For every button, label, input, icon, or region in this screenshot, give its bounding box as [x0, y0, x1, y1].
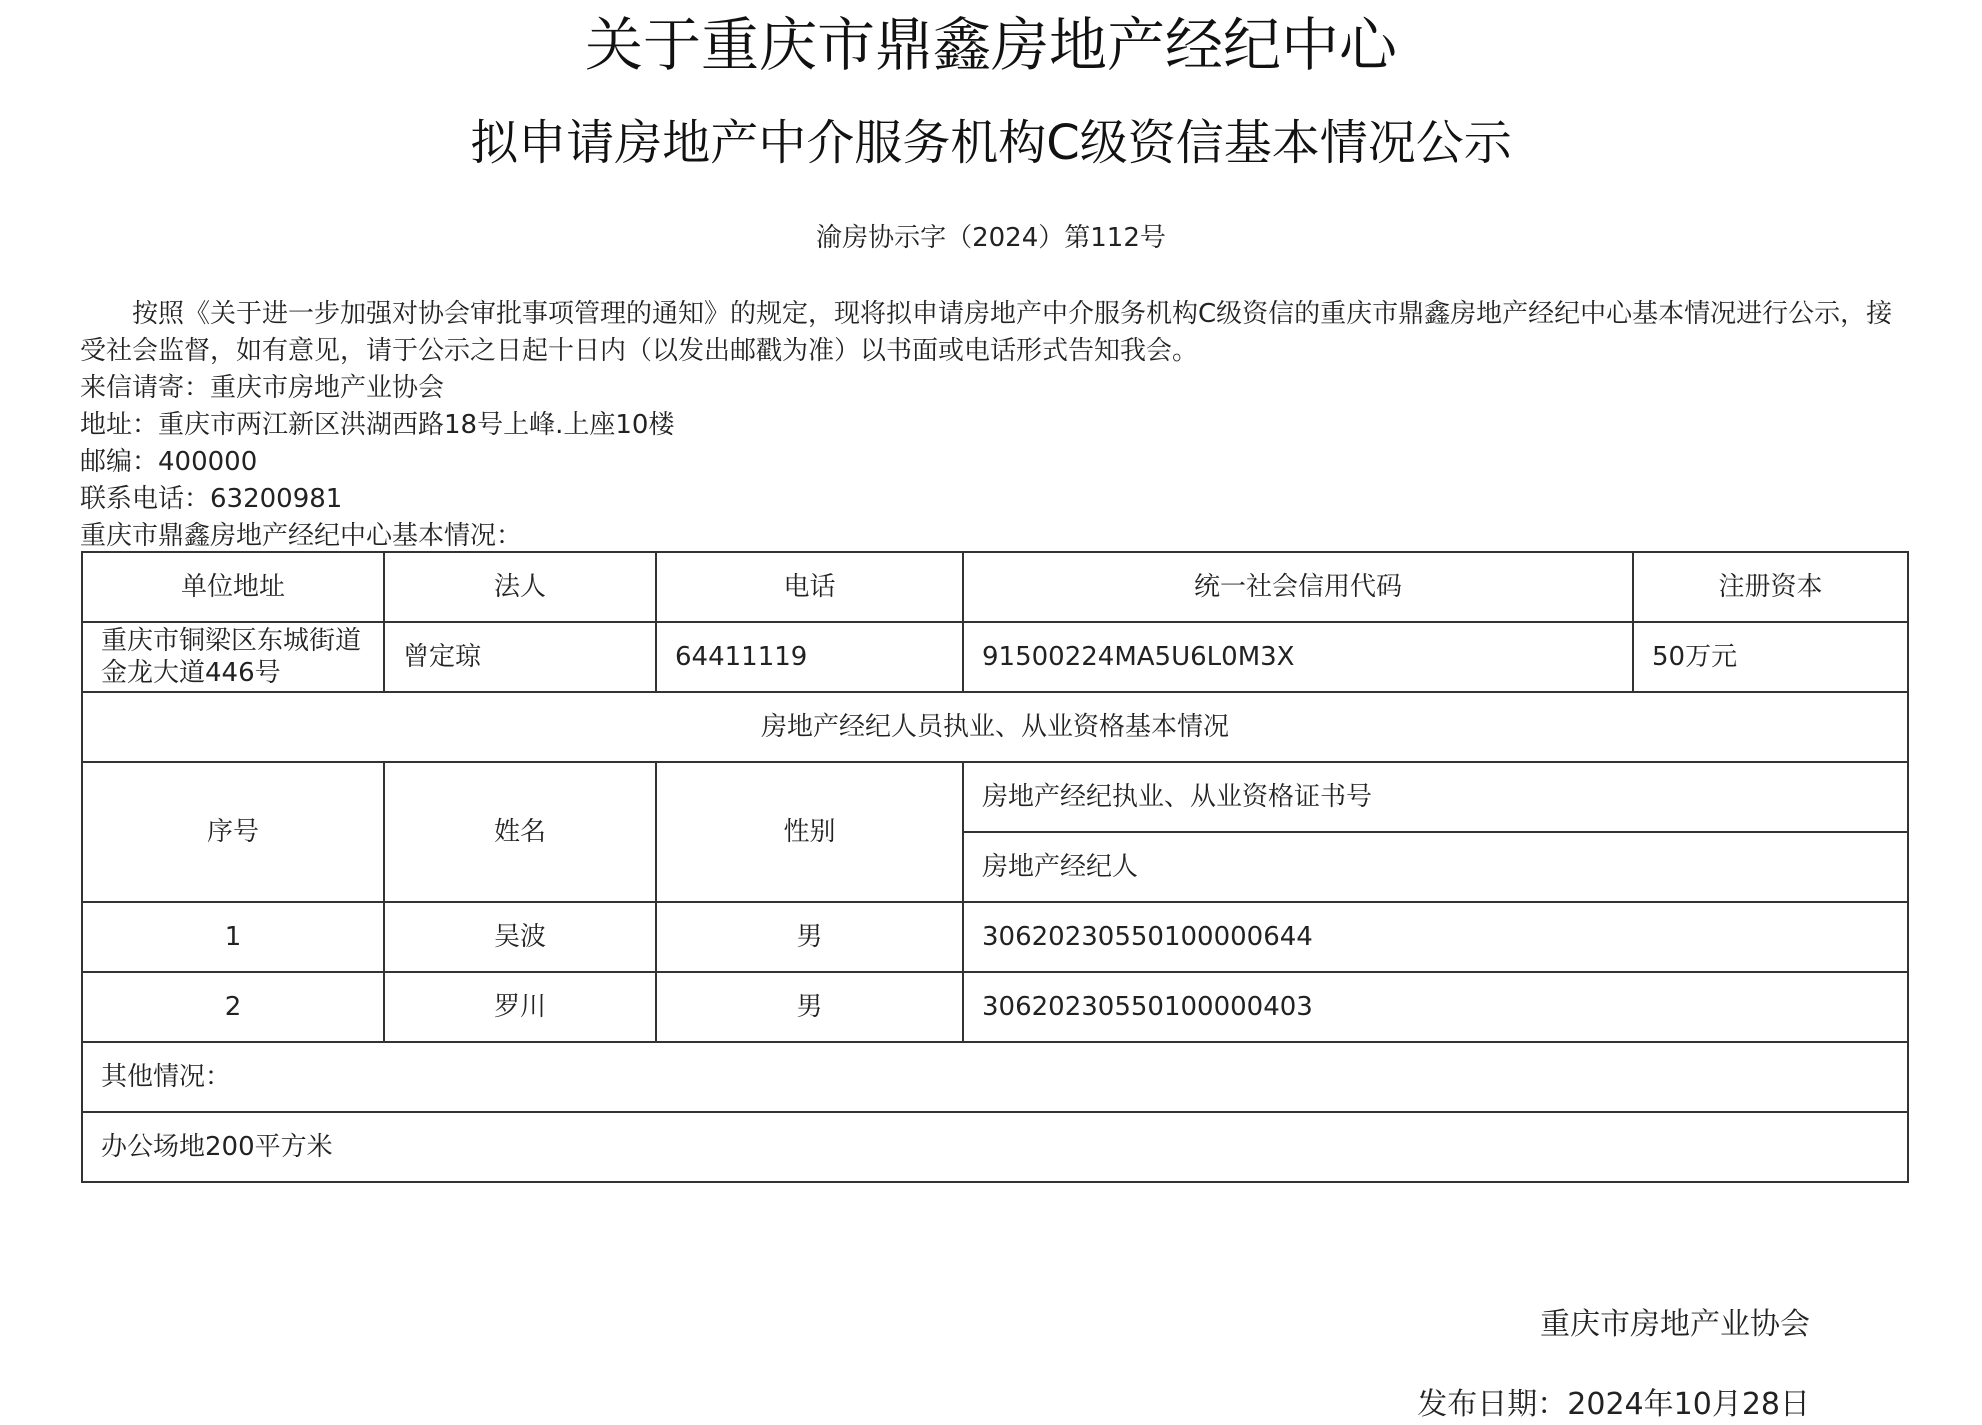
agent-serial-no: 2 [82, 972, 384, 1042]
postcode-line: 邮编：400000 [80, 447, 258, 477]
section-caption: 重庆市鼎鑫房地产经纪中心基本情况： [80, 521, 523, 551]
page-subtitle: 拟申请房地产中介服务机构C级资信基本情况公示 [470, 115, 1512, 171]
issuer-name: 重庆市房地产业协会 [1540, 1307, 1810, 1342]
other-value-row [82, 1112, 1908, 1182]
agents-section-title: 房地产经纪人员执业、从业资格基本情况 [82, 692, 1908, 762]
page-title: 关于重庆市鼎鑫房地产经纪中心 [584, 11, 1397, 79]
agent-serial-no: 1 [82, 902, 384, 972]
header-cert-number: 房地产经纪执业、从业资格证书号 [963, 762, 1908, 832]
other-label-row [82, 1042, 1908, 1112]
notice-body [80, 296, 1910, 555]
address-line: 地址：重庆市两江新区洪湖西路18号上峰.上座10楼 [80, 410, 675, 440]
agents-header-row [82, 762, 1908, 832]
other-value: 办公场地200平方米 [82, 1112, 1908, 1182]
company-credit-code: 91500224MA5U6L0M3X [963, 622, 1633, 692]
header-registered-capital: 注册资本 [1633, 552, 1908, 622]
mail-to-line: 来信请寄：重庆市房地产业协会 [80, 373, 445, 403]
document-number: 渝房协示字（2024）第112号 [816, 223, 1166, 253]
company-phone: 64411119 [656, 622, 963, 692]
header-name: 姓名 [384, 762, 656, 902]
agent-cert-number: 30620230550100000403 [963, 972, 1908, 1042]
agents-section-row [82, 692, 1908, 762]
company-address: 重庆市铜梁区东城街道金龙大道446号 [82, 622, 384, 692]
header-address: 单位地址 [82, 552, 384, 622]
table-row [82, 972, 1908, 1042]
agent-gender: 男 [656, 972, 963, 1042]
publish-date: 发布日期：2024年10月28日 [1417, 1387, 1810, 1422]
phone-line: 联系电话：63200981 [80, 484, 343, 514]
header-cert-type: 房地产经纪人 [963, 832, 1908, 902]
agent-name: 罗川 [384, 972, 656, 1042]
company-header-row [82, 552, 1908, 622]
header-serial-no: 序号 [82, 762, 384, 902]
agent-cert-number: 30620230550100000644 [963, 902, 1908, 972]
header-legal-person: 法人 [384, 552, 656, 622]
table-row [82, 902, 1908, 972]
header-credit-code: 统一社会信用代码 [963, 552, 1633, 622]
company-registered-capital: 50万元 [1633, 622, 1908, 692]
company-data-row [82, 622, 1908, 692]
agent-name: 吴波 [384, 902, 656, 972]
intro-paragraph: 按照《关于进一步加强对协会审批事项管理的通知》的规定，现将拟申请房地产中介服务机构C级资信的重庆市鼎鑫房地产经纪中心基本情况进行公示，接受社会监督，如有意见，请于公示之日起十日内（以发出邮戳为准）以书面或电话形式告知我会。 [80, 299, 1893, 366]
header-gender: 性别 [656, 762, 963, 902]
company-legal-person: 曾定琼 [384, 622, 656, 692]
header-phone: 电话 [656, 552, 963, 622]
info-table [81, 551, 1909, 1183]
agent-gender: 男 [656, 902, 963, 972]
other-label: 其他情况： [82, 1042, 1908, 1112]
